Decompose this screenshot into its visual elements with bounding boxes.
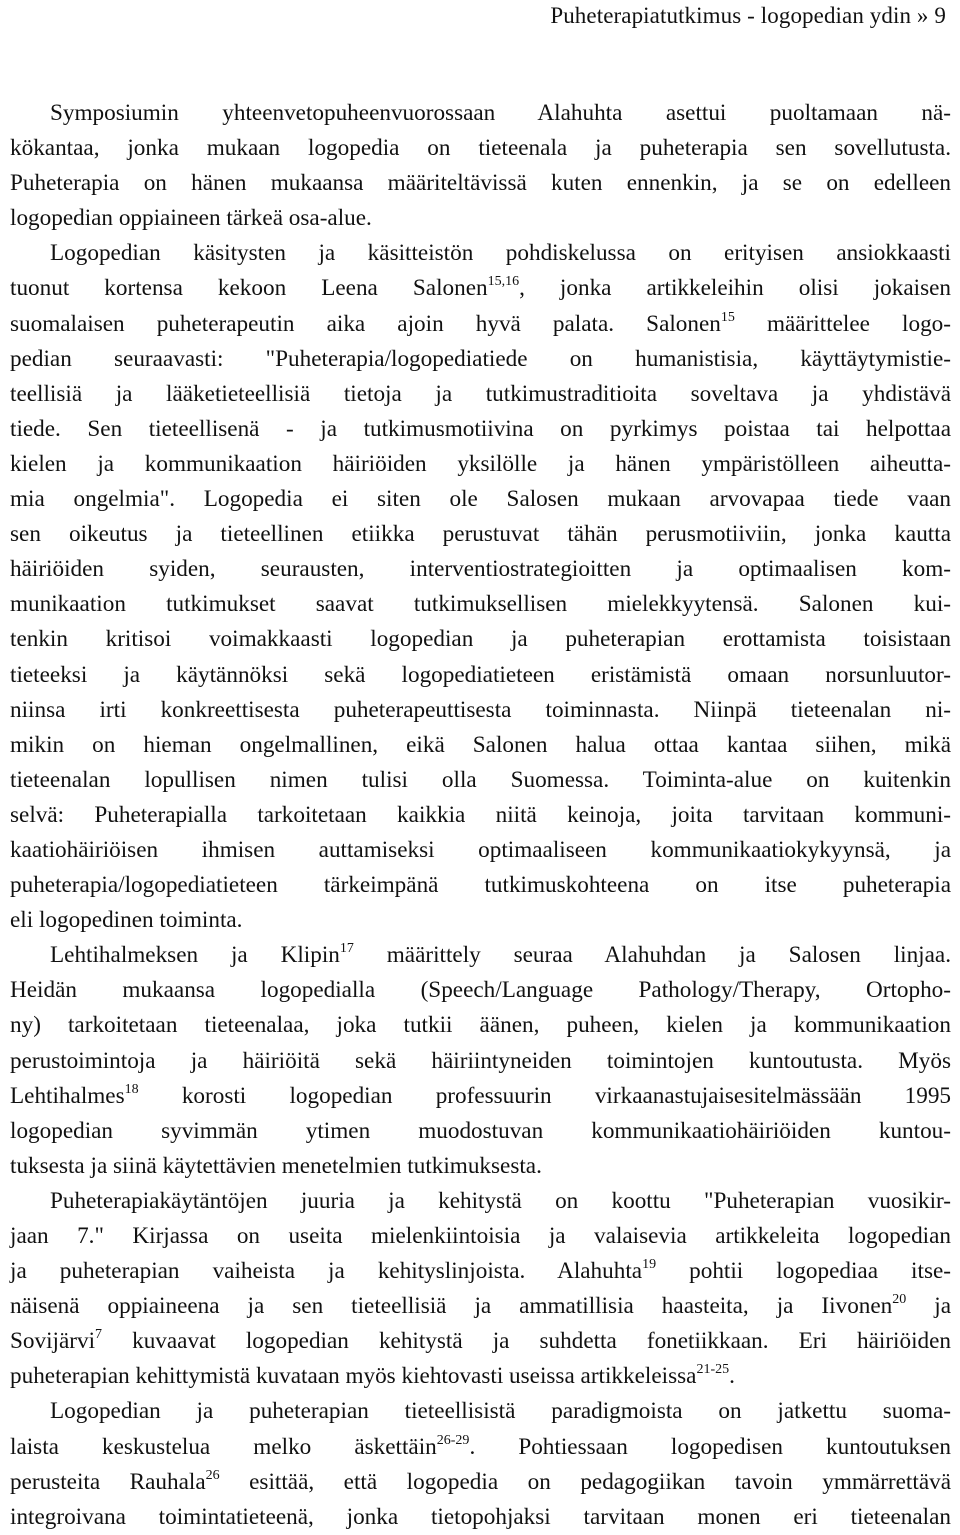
text-run: integroivana toimintatieteenä, jonka tietopohjaksi tarvitaan monen eri tieteenalan	[10, 1503, 951, 1530]
paragraph	[10, 236, 951, 938]
text-run: Logopedian ja puheterapian tieteellisistä paradigmoista on jatkettu suoma-	[50, 1398, 951, 1425]
text-run: logopedian oppiaineen tärkeä osa-alue.	[10, 205, 372, 232]
text-run: tieteenalan lopullisen nimen tulisi olla Suomessa. Toiminta-alue on kuitenkin	[10, 766, 951, 793]
paragraph	[10, 1184, 951, 1395]
text-run: määrittely seuraa Alahuhdan ja Salosen linjaa.	[353, 942, 951, 969]
text-run: , jonka artikkeleihin olisi jokaisen	[519, 275, 951, 302]
text-run: perusteita Rauhala	[10, 1468, 206, 1495]
text-line	[10, 1254, 951, 1289]
text-run: .	[729, 1363, 735, 1390]
text-run: teellisiä ja lääketieteellisiä tietoja ja tutkimustraditioita soveltava ja yhdistävä	[10, 380, 951, 407]
footnote-reference: 7	[95, 1327, 103, 1343]
footnote-reference: 21-25	[696, 1362, 730, 1378]
text-line	[10, 658, 951, 693]
text-run: kaatiohäiriöisen ihmisen auttamiseksi optimaaliseen kommunikaatiokykyynsä, ja	[10, 836, 951, 863]
text-line	[10, 1500, 951, 1535]
text-line	[10, 517, 951, 552]
text-line	[10, 622, 951, 657]
text-line	[10, 1044, 951, 1079]
text-line	[10, 1184, 951, 1219]
text-line	[10, 587, 951, 622]
text-line	[10, 166, 951, 201]
text-run: ny) tarkoitetaan tieteenalaa, joka tutkii äänen, puheen, kielen ja kommunikaation	[10, 1012, 951, 1039]
text-line	[10, 552, 951, 587]
text-run: Heidän mukaansa logopedialla (Speech/Language Pathology/Therapy, Ortopho-	[10, 977, 951, 1004]
text-line	[10, 1359, 951, 1394]
text-line	[10, 1324, 951, 1359]
text-run: Puheterapia on hänen mukaansa määriteltävissä kuten ennenkin, ja se on edelleen	[10, 170, 951, 197]
text-run: määrittelee logo-	[734, 310, 951, 337]
text-line	[10, 938, 951, 973]
text-run: kuvaavat logopedian kehitystä ja suhdetta fonetiikkaan. Eri häiriöiden	[102, 1328, 951, 1355]
text-run: kökantaa, jonka mukaan logopedia on tieteenala ja puheterapia sen sovellutusta.	[10, 135, 951, 162]
text-line	[10, 447, 951, 482]
text-run: puheterapia/logopediatieteen tärkeimpänä tutkimuskohteena on itse puheterapia	[10, 872, 951, 899]
text-run: ja puheterapian vaiheista ja kehityslinjoista. Alahuhta	[10, 1258, 643, 1285]
paragraph	[10, 938, 951, 1184]
page-body	[10, 96, 951, 1535]
footnote-reference: 17	[339, 941, 354, 957]
footnote-reference: 15,16	[487, 274, 520, 290]
text-line	[10, 903, 951, 938]
text-line	[10, 833, 951, 868]
text-line	[10, 96, 951, 131]
text-run: pedian seuraavasti: "Puheterapia/logopediatiede on humanistisia, käyttäytymistie-	[10, 345, 951, 372]
text-line	[10, 1149, 951, 1184]
text-line	[10, 201, 951, 236]
text-line	[10, 728, 951, 763]
text-run: laista keskustelua melko äskettäin	[10, 1433, 437, 1460]
text-run: Lehtihalmes	[10, 1082, 125, 1109]
text-run: jaan 7." Kirjassa on useita mielenkiintoisia ja valaisevia artikkeleita logopedian	[10, 1223, 951, 1249]
text-line	[10, 377, 951, 412]
text-run: sen oikeutus ja tieteellinen etiikka perustuvat tähän perusmotiiviin, jonka kautta	[10, 521, 951, 548]
text-line	[10, 1079, 951, 1114]
text-run: suomalaisen puheterapeutin aika ajoin hyvä palata. Salonen	[10, 310, 721, 337]
text-run: eli logopedinen toiminta.	[10, 907, 243, 934]
footnote-reference: 26	[205, 1467, 220, 1483]
text-run: tieteeksi ja käytännöksi sekä logopediatieteen eristämistä omaan norsunluutor-	[10, 661, 951, 688]
text-run: Puheterapiakäytäntöjen juuria ja kehitystä on koottu "Puheterapian vuosikir-	[50, 1187, 951, 1214]
text-line	[10, 307, 951, 342]
text-run: Sovijärvi	[10, 1328, 96, 1355]
text-run: näisenä oppiaineena ja sen tieteellisiä ja ammatillisia haasteita, ja Iivonen	[10, 1293, 893, 1320]
paragraph	[10, 96, 951, 236]
text-run: logopedian syvimmän ytimen muodostuvan kommunikaatiohäiriöiden kuntou-	[10, 1117, 951, 1144]
text-run: perustoimintoja ja häiriöitä sekä häiriintyneiden toimintojen kuntoutusta. Myös	[10, 1047, 951, 1074]
text-line	[10, 236, 951, 271]
text-line	[10, 271, 951, 306]
footnote-reference: 20	[892, 1292, 907, 1308]
text-line	[10, 798, 951, 833]
text-line	[10, 1008, 951, 1043]
text-line	[10, 482, 951, 517]
text-line	[10, 973, 951, 1008]
text-line	[10, 1430, 951, 1465]
text-line	[10, 693, 951, 728]
text-line	[10, 868, 951, 903]
text-run: selvä: Puheterapialla tarkoitetaan kaikkia niitä keinoja, joita tarvitaan kommuni-	[10, 801, 951, 828]
text-line	[10, 342, 951, 377]
text-run: kielen ja kommunikaation häiriöiden yksilölle ja hänen ympäristölleen aiheutta-	[10, 450, 951, 477]
text-run: ja	[906, 1293, 952, 1320]
text-run: häiriöiden syiden, seurausten, interventiostrategioitten ja optimaalisen kom-	[10, 556, 951, 583]
paragraph	[10, 1394, 951, 1534]
running-header: Puheterapiatutkimus - logopedian ydin » 9	[550, 3, 946, 28]
text-run: mikin on hieman ongelmallinen, eikä Salonen halua ottaa kantaa siihen, mikä	[10, 731, 951, 758]
text-line	[10, 412, 951, 447]
footnote-reference: 18	[124, 1081, 139, 1097]
text-line	[10, 1394, 951, 1429]
text-run: tuonut kortensa kekoon Leena Salonen	[10, 275, 488, 302]
text-run: Logopedian käsitysten ja käsitteistön pohdiskelussa on erityisen ansiokkaasti	[50, 240, 951, 267]
text-line	[10, 1465, 951, 1500]
text-run: esittää, että logopedia on pedagogiikan tavoin ymmärrettävä	[219, 1468, 951, 1495]
text-run: tuksesta ja siinä käytettävien menetelmien tutkimuksesta.	[10, 1152, 542, 1179]
footnote-reference: 19	[642, 1257, 657, 1273]
text-line	[10, 1114, 951, 1149]
text-run: puheterapian kehittymistä kuvataan myös kiehtovasti useissa artikkeleissa	[10, 1363, 697, 1390]
text-line	[10, 131, 951, 166]
text-run: mia ongelmia". Logopedia ei siten ole Salosen mukaan arvovapaa tiede vaan	[10, 486, 951, 513]
text-run: pohtii logopediaa itse-	[656, 1258, 951, 1285]
text-run: Symposiumin yhteenvetopuheenvuorossaan Alahuhta asettui puoltamaan nä-	[50, 100, 951, 126]
text-line	[10, 763, 951, 798]
text-run: munikaation tutkimukset saavat tutkimuksellisen mielekkyytensä. Salonen kui-	[10, 591, 951, 618]
text-run: tenkin kritisoi voimakkaasti logopedian ja puheterapian erottamista toisistaan	[10, 626, 951, 653]
text-run: korosti logopedian professuurin virkaanastujaisesitelmässään 1995	[138, 1082, 951, 1109]
footnote-reference: 26-29	[436, 1432, 470, 1448]
text-line	[10, 1289, 951, 1324]
text-run: Lehtihalmeksen ja Klipin	[50, 942, 340, 969]
text-run: niinsa irti konkreettisesta puheterapeuttisesta toiminnasta. Niinpä tieteenalan ni-	[10, 696, 951, 723]
text-run: tiede. Sen tieteellisenä - ja tutkimusmotiivina on pyrkimys poistaa tai helpottaa	[10, 415, 951, 442]
footnote-reference: 15	[720, 309, 735, 325]
text-run: . Pohtiessaan logopedisen kuntoutuksen	[469, 1433, 951, 1460]
text-line	[10, 1219, 951, 1254]
